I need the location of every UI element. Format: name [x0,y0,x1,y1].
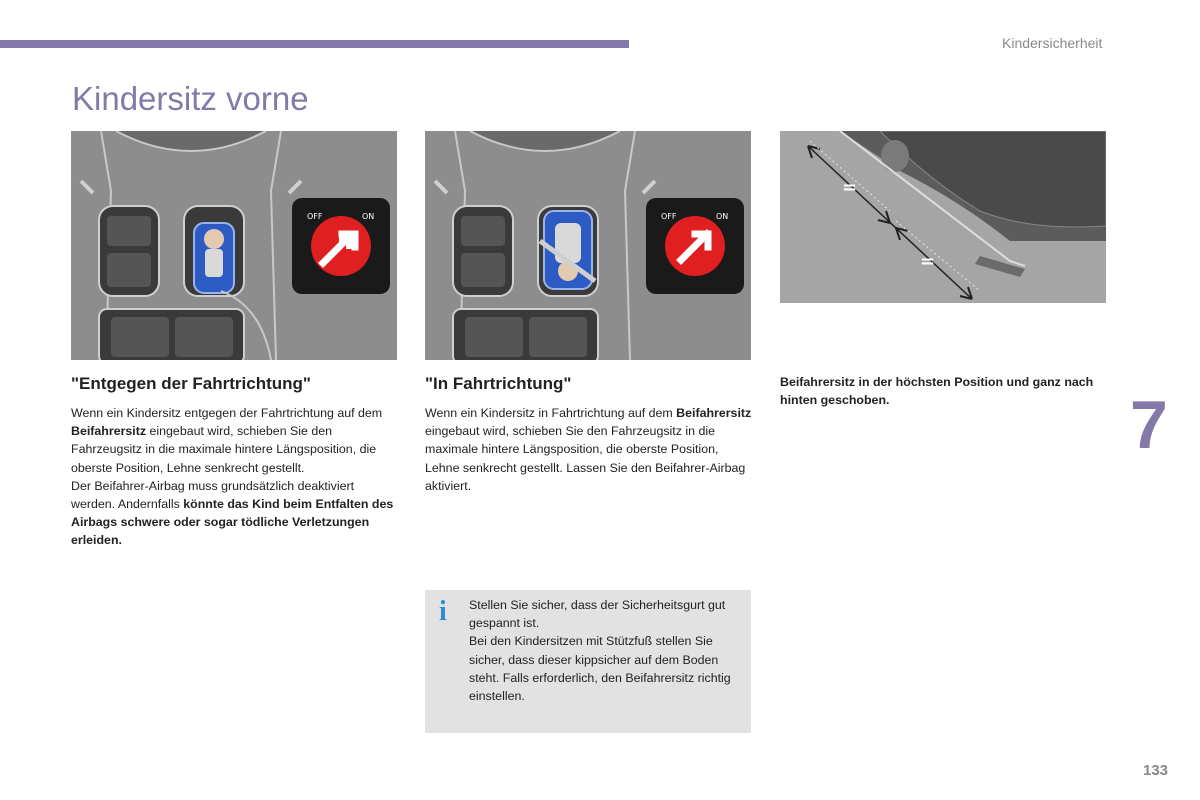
rear-facing-section [71,373,401,550]
seat-position-caption: Beifahrersitz in der höchsten Position und ganz nach hinten geschoben. [780,375,1094,408]
svg-text:=: = [920,251,936,272]
svg-text:OFF: OFF [661,212,677,221]
info-icon: i [439,596,447,627]
rear-facing-paragraph-2: Der Beifahrer-Airbag muss grundsätzlich deaktiviert werden. Andernfalls könnte das Kind beim Entfalten des Airbags schwere oder sogar tödliche Verletzungen erleiden. [71,478,394,548]
car-top-view-forward-facing [425,131,751,360]
car-top-view-rear-facing [71,131,397,360]
forward-facing-paragraph: Wenn ein Kindersitz in Fahrtrichtung auf dem Beifahrersitz eingebaut wird, schieben Sie den Fahrzeugsitz in die maximale hintere Längsposition, die oberste Position, Lehne senkrecht gestellt. Lassen Sie den Beifahrer-Airbag aktiviert. [425,406,752,493]
section-header: Kindersicherheit [1002,35,1103,51]
forward-facing-seat-illustration [425,131,751,360]
info-box [425,590,751,733]
header-accent-bar [0,40,629,48]
info-line-1: Stellen Sie sicher, dass der Sicherheitsgurt gut gespannt ist. [469,598,726,631]
svg-text:ON: ON [362,212,375,221]
seat-position-illustration [780,131,1106,303]
info-text [469,596,744,705]
svg-text:ON: ON [716,212,729,221]
seat-position-section [780,373,1100,409]
passenger-airbag-off-icon [292,198,390,294]
chapter-number: 7 [1130,387,1168,463]
forward-facing-section [425,373,755,495]
svg-text:=: = [842,177,858,198]
info-line-2: Bei den Kindersitzen mit Stützfuß stellen Sie sicher, dass dieser kippsicher auf dem Boden steht. Falls erforderlich, den Beifahrersitz richtig einstellen. [469,634,731,704]
passenger-airbag-on-icon [646,198,744,294]
rear-facing-paragraph-1: Wenn ein Kindersitz entgegen der Fahrtrichtung auf dem Beifahrersitz eingebaut wird, schieben Sie den Fahrzeugsitz in die maximale hintere Längsposition, die oberste Position, Lehne senkrecht gestellt. [71,406,383,475]
rear-facing-heading: "Entgegen der Fahrtrichtung" [71,374,311,393]
forward-facing-heading: "In Fahrtrichtung" [425,374,572,393]
svg-text:OFF: OFF [307,212,323,221]
seat-rail-diagram [780,131,1106,303]
page-number: 133 [1143,762,1169,779]
rear-facing-seat-illustration [71,131,397,360]
page-title: Kindersitz vorne [72,80,309,117]
